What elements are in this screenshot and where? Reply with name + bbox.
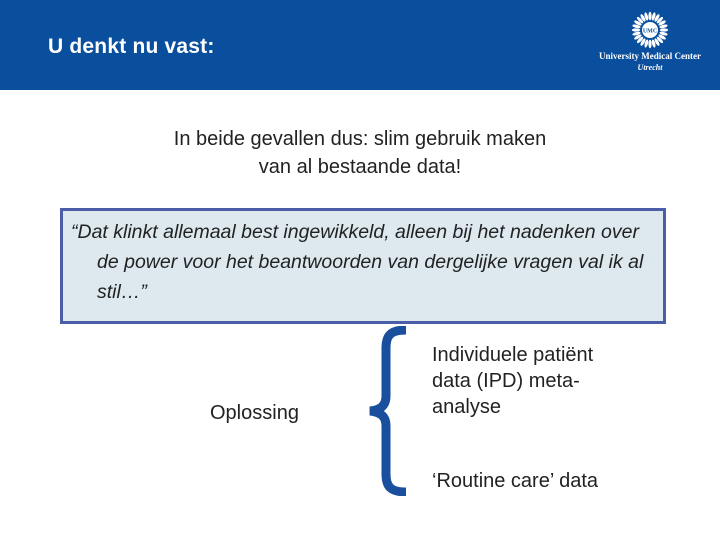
slide-title: U denkt nu vast: bbox=[48, 35, 215, 58]
option-ipd-line-1: Individuele patiënt bbox=[432, 344, 594, 366]
intro-line-1: In beide gevallen dus: slim gebruik maken bbox=[173, 128, 547, 150]
header-bar bbox=[0, 0, 720, 90]
sunflower-seal-icon bbox=[630, 10, 670, 50]
logo-title: University Medical Center bbox=[599, 51, 701, 61]
intro-text bbox=[100, 125, 620, 181]
quote-text: “Dat klinkt allemaal best ingewikkeld, alleen bij het nadenken over de power voor het beantwoorden van dergelijke vragen val ik al stil…” bbox=[71, 221, 644, 303]
option-ipd-line-2: data (IPD) meta- bbox=[432, 370, 580, 392]
umc-logo bbox=[590, 8, 710, 78]
logo-subtitle: Utrecht bbox=[637, 63, 663, 72]
intro-line-2: van al bestaande data! bbox=[258, 156, 462, 178]
solution-label: Oplossing bbox=[210, 402, 299, 424]
option-ipd bbox=[432, 342, 672, 420]
curly-brace-icon bbox=[360, 326, 412, 496]
option-routine-care: ‘Routine care’ data bbox=[432, 470, 599, 492]
logo-petal bbox=[632, 28, 640, 31]
seal-text: UMC bbox=[642, 28, 658, 35]
logo-petal bbox=[660, 28, 668, 31]
quote-box bbox=[60, 208, 666, 324]
logo-petal bbox=[648, 40, 651, 48]
option-ipd-line-3: analyse bbox=[432, 396, 501, 418]
logo-petal bbox=[648, 12, 651, 20]
